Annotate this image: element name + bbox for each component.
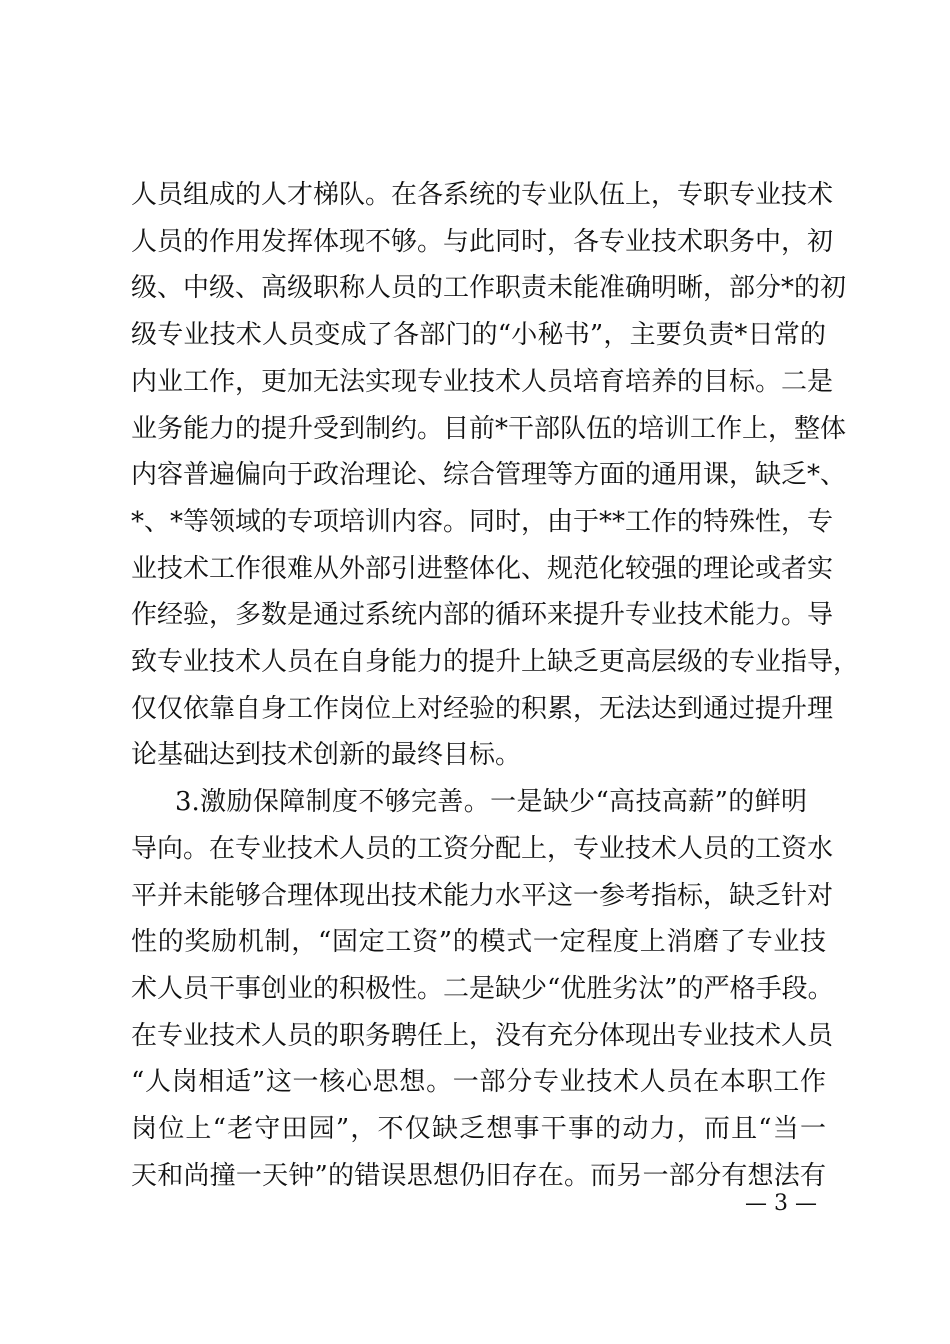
text-line: 级、中级、高级职称人员的工作职责未能准确明晰，部分*的初 [131,273,847,304]
text-line: 导向。在专业技术人员的工资分配上，专业技术人员的工资水 [131,833,834,864]
text-line: 仅仅依靠自身工作岗位上对经验的积累，无法达到通过提升理 [131,693,834,724]
text-line: 级专业技术人员变成了各部门的“小秘书”，主要负责*日常的 [131,320,826,351]
text-line: 在专业技术人员的职务聘任上，没有充分体现出专业技术人员 [131,1020,834,1051]
text-line: “人岗相适”这一核心思想。一部分专业技术人员在本职工作 [131,1067,826,1098]
text-line: 人员的作用发挥体现不够。与此同时，各专业技术职务中，初 [131,226,834,257]
page-number: — 3 — [745,1191,817,1216]
text-line: 业技术工作很难从外部引进整体化、规范化较强的理论或者实 [131,553,834,584]
text-line: 人员组成的人才梯队。在各系统的专业队伍上，专职专业技术 [131,180,834,210]
text-line: 作经验，多数是通过系统内部的循环来提升专业技术能力。导 [131,600,834,631]
text-line: 内业工作，更加无法实现专业技术人员培育培养的目标。二是 [131,366,834,397]
text-line: *、*等领域的专项培训内容。同时，由于**工作的特殊性，专 [131,506,834,537]
text-line: 天和尚撞一天钟”的错误思想仍旧存在。而另一部分有想法有 [131,1160,826,1191]
text-line: 性的奖励机制，“固定工资”的模式一定程度上消磨了专业技 [131,927,826,958]
text-line: 业务能力的提升受到制约。目前*干部队伍的培训工作上，整体 [131,413,847,444]
text-line: 术人员干事创业的积极性。二是缺少“优胜劣汰”的严格手段。 [131,973,834,1004]
text-line: 论基础达到技术创新的最终目标。 [131,740,522,771]
text-line: 岗位上“老守田园”，不仅缺乏想事干事的动力，而且“当一 [131,1114,826,1144]
text-line: 内容普遍偏向于政治理论、综合管理等方面的通用课，缺乏*、 [131,460,847,491]
text-line: 平并未能够合理体现出技术能力水平这一参考指标，缺乏针对 [131,880,834,911]
text-line: 致专业技术人员在自身能力的提升上缺乏更高层级的专业指导， [131,647,860,677]
section-heading-line: 3.激励保障制度不够完善。一是缺少“高技高薪”的鲜明 [175,787,807,818]
